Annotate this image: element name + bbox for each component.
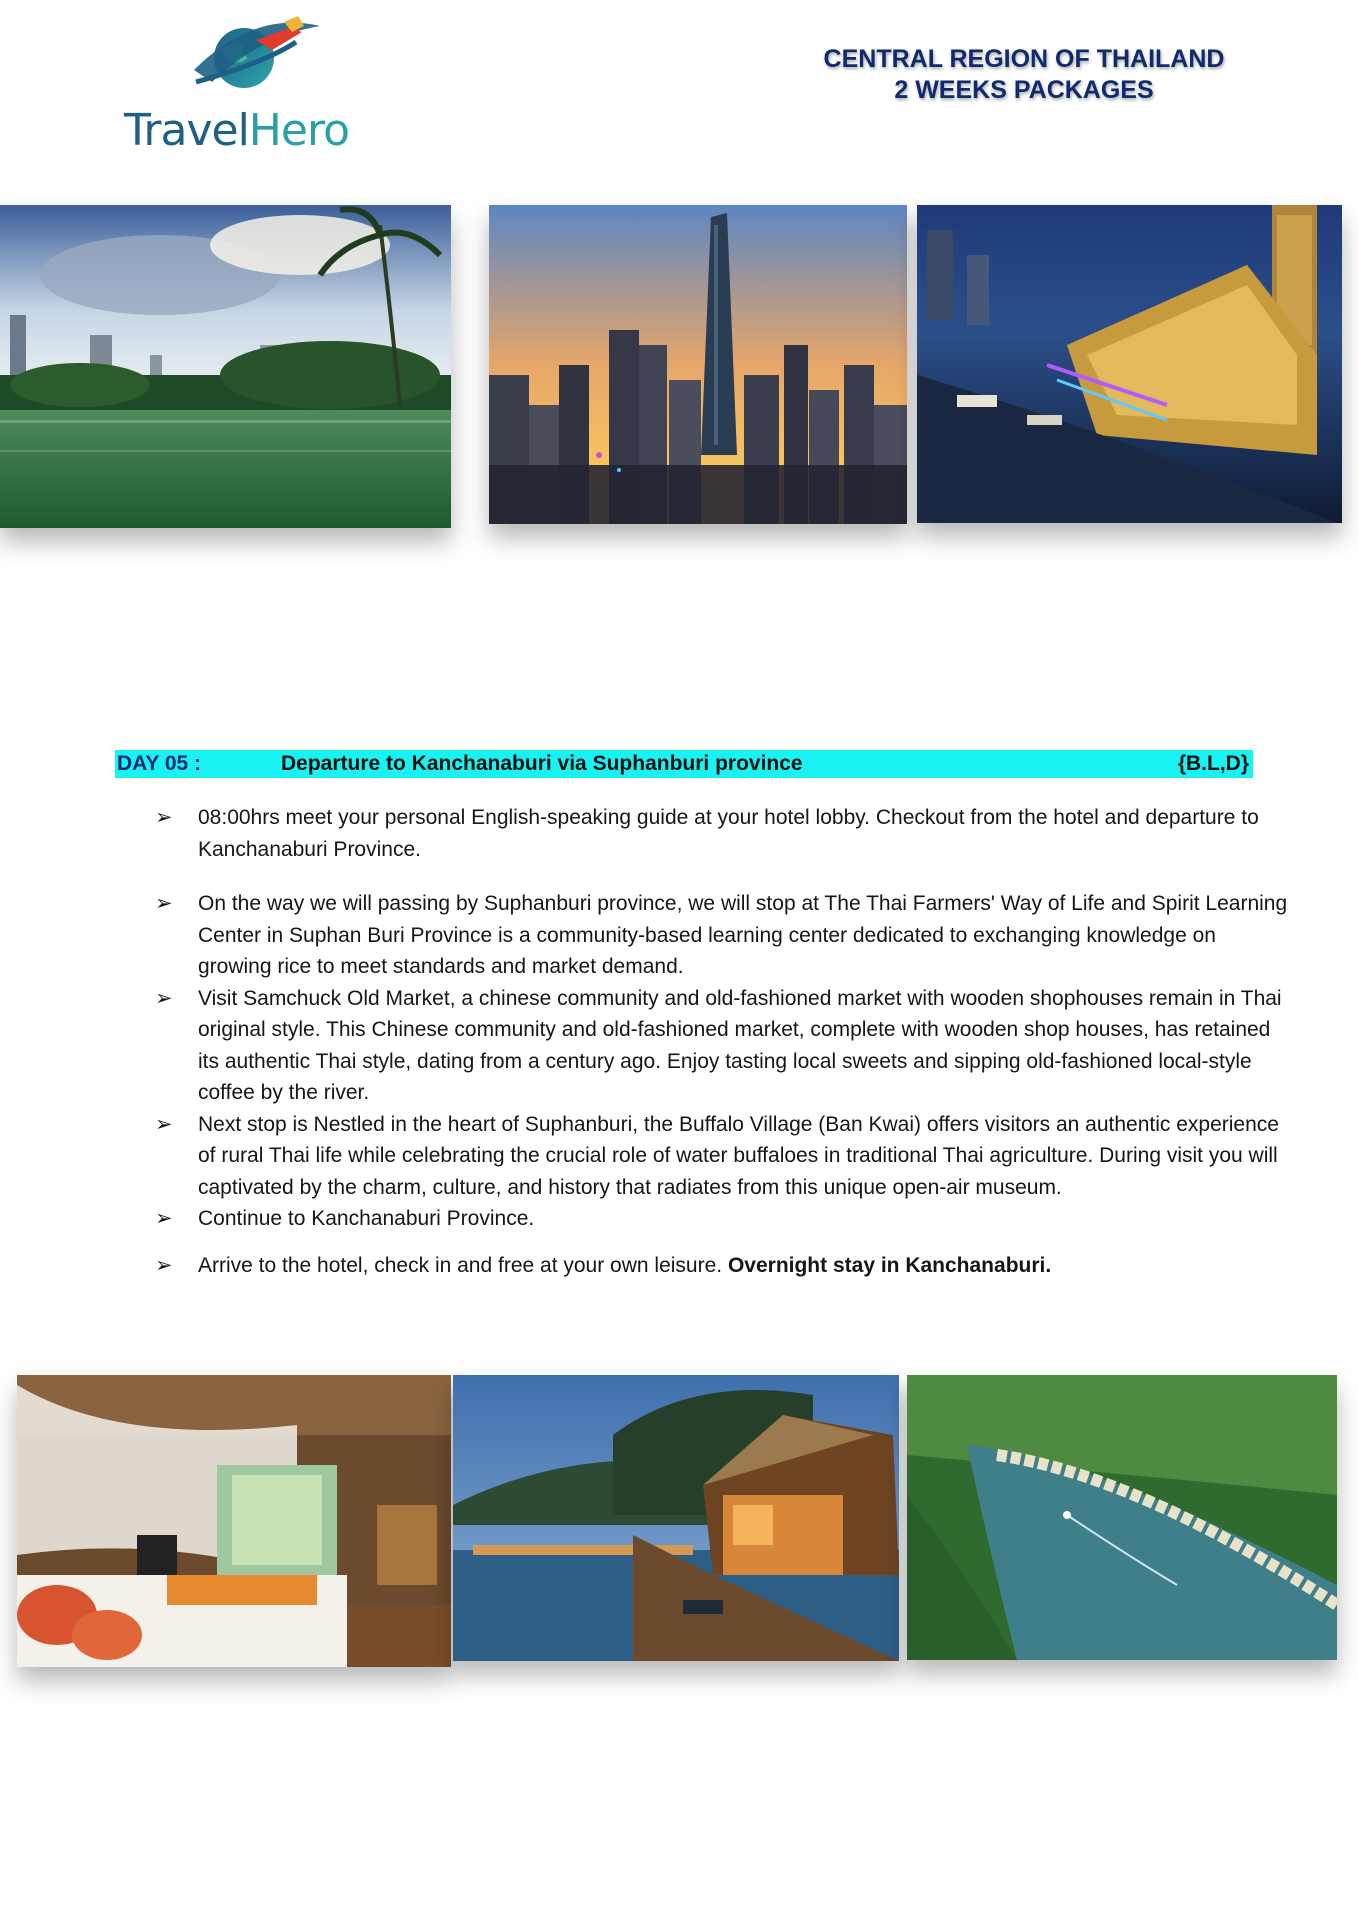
itinerary-list bbox=[155, 802, 1295, 1281]
list-item bbox=[155, 1250, 1295, 1282]
list-item-text: On the way we will passing by Suphanburi province, we will stop at The Thai Farmers' Way of Life and Spirit Learning Center in Suphan Buri Province is a community-based learning center dedicated to exchanging knowledge on growing rice to meet standards and market demand. bbox=[198, 892, 1288, 978]
title-line-1: CENTRAL REGION OF THAILAND bbox=[823, 45, 1225, 73]
list-item-text: Visit Samchuck Old Market, a chinese community and old-fashioned market with wooden shophouses remain in Thai original style. This Chinese community and old-fashioned market, complete with wooden shop houses, has retained its authentic Thai style, dating from a century ago. Enjoy tasting local sweets and sipping old-fashioned local-style coffee by the river. bbox=[198, 986, 1282, 1104]
list-item bbox=[155, 802, 1295, 865]
logo-word-hero: Hero bbox=[248, 105, 349, 156]
arrow-bullet-icon: ➢ bbox=[155, 806, 173, 829]
list-item-text: Arrive to the hotel, check in and free at your own leisure. bbox=[198, 1253, 728, 1277]
photo-bangkok-skyline-sunset bbox=[489, 205, 907, 524]
title-line-2: 2 WEEKS PACKAGES bbox=[894, 76, 1154, 104]
list-item bbox=[155, 1203, 1295, 1235]
day-meals: {B.L,D} bbox=[1177, 752, 1249, 775]
list-item bbox=[155, 888, 1295, 983]
arrow-bullet-icon: ➢ bbox=[155, 1207, 173, 1230]
list-item bbox=[155, 983, 1295, 1109]
day-heading-bar bbox=[115, 750, 1253, 778]
list-item-text: Next stop is Nestled in the heart of Suphanburi, the Buffalo Village (Ban Kwai) offers visitors an authentic experience of rural Thai life while celebrating the crucial role of water buffaloes in traditional Thai agriculture. During visit you will captivated by the charm, culture, and history that radiates from this unique open-air museum. bbox=[198, 1112, 1279, 1199]
photo-lumpini-park-lake bbox=[0, 205, 451, 528]
photo-iconsiam-night-river bbox=[917, 205, 1342, 523]
photo-resort-bedroom bbox=[17, 1375, 451, 1667]
globe-superhero-icon bbox=[186, 10, 326, 102]
arrow-bullet-icon: ➢ bbox=[155, 1253, 173, 1277]
arrow-bullet-icon: ➢ bbox=[155, 986, 173, 1010]
day-label: DAY 05 : bbox=[117, 752, 202, 775]
arrow-bullet-icon: ➢ bbox=[155, 892, 173, 915]
logo-word-travel: Travel bbox=[124, 105, 249, 156]
arrow-bullet-icon: ➢ bbox=[155, 1112, 173, 1136]
list-item-text: Continue to Kanchanaburi Province. bbox=[198, 1207, 535, 1230]
document-title bbox=[764, 44, 1284, 106]
travelhero-logo bbox=[118, 10, 398, 160]
photo-floating-raft-houses-dusk bbox=[453, 1375, 899, 1661]
list-item bbox=[155, 1109, 1295, 1204]
photo-river-kwai-aerial bbox=[907, 1375, 1337, 1660]
day-title: Departure to Kanchanaburi via Suphanburi province bbox=[281, 752, 803, 775]
list-item-text: 08:00hrs meet your personal English-speaking guide at your hotel lobby. Checkout from the hotel and departure to Kanchanaburi Province. bbox=[198, 806, 1259, 861]
overnight-note: Overnight stay in Kanchanaburi. bbox=[727, 1253, 1052, 1277]
